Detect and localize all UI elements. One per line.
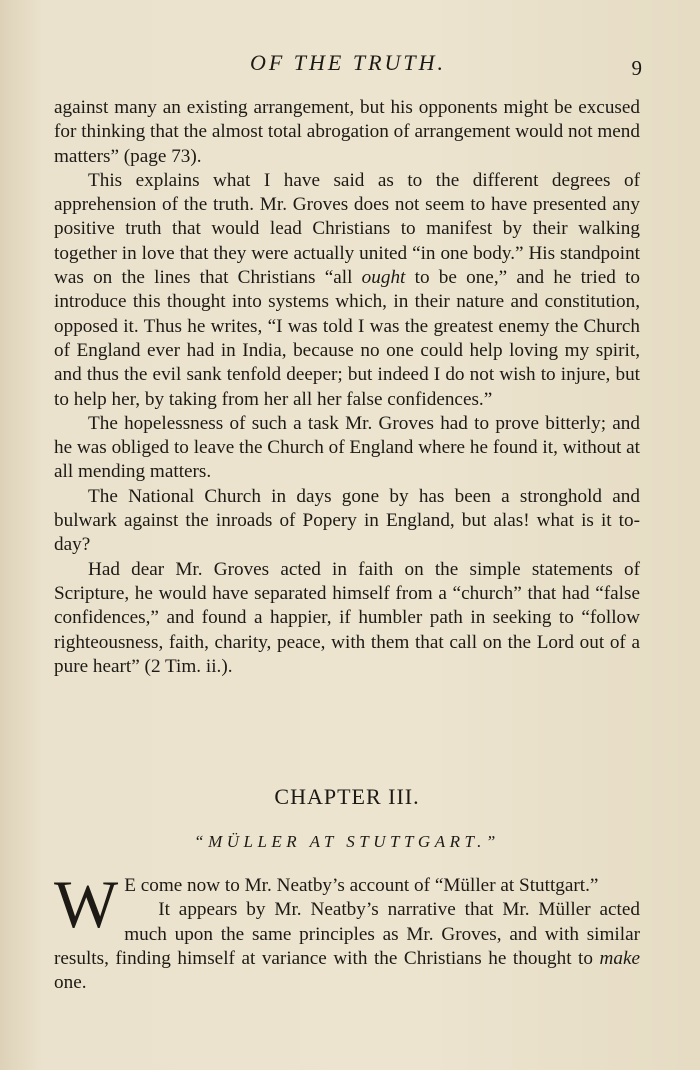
running-head: OF THE TRUTH. [249,50,447,75]
opening-text: E come now to Mr. Neatby’s account of “Müller at Stuttgart.” [124,875,599,896]
paragraph: The National Church in days gone by has been a stronghold and bulwark against the inroads of Popery in England, but alas! what is it to-day? [54,485,640,556]
paragraph: Had dear Mr. Groves acted in faith on the simple statements of Scripture, he would have separated himself from a “church” that had “false confidences,” and found a happier, if humbler path in seeking to “follow righteousness, faith, charity, peace, with them that call on the Lord out of a pure heart” (2 Tim. ii.). [54,558,640,677]
body-text [54,96,640,679]
paragraph: It appears by Mr. Neatby’s narrative that Mr. Müller acted much upon the same principles as Mr. Groves, and with similar results, finding himself at variance with the Christians he thought to make one. [54,899,640,994]
chapter-subtitle: “MÜLLER AT STUTTGART.” [194,832,500,851]
paragraph: The hopelessness of such a task Mr. Groves had to prove bitterly; and he was obliged to leave the Church of England where he found it, without at all mending matters. [54,412,640,483]
opening-paragraph [54,866,640,942]
paragraph-continued: against many an existing arrangement, but his opponents might be excused for thinking that the almost total abrogation of arrangement would not mend matters” (page 73). [54,97,640,167]
page-number: 9 [631,56,642,80]
chapter-opening [54,866,640,995]
page-header [54,48,642,78]
paragraph: This explains what I have said as to the different degrees of apprehension of the truth. Mr. Groves does not seem to have presented any positive truth that would lead Christians to manifest by their walking together in love that they were actually united “in one body.” His standpoint was on the lines that Christians “all ought to be one,” and he tried to introduce this thought into systems which, in their nature and constitution, opposed it. Thus he writes, “I was told I was the greatest enemy the Church of England ever had in India, because no one could help loving my spirit, and thus the evil sank tenfold deeper; but indeed I do not wish to injure, but to help her, by taking from her all her false confidences.” [54,169,640,410]
chapter-heading: CHAPTER III. [274,784,420,809]
drop-cap: W [54,866,119,942]
